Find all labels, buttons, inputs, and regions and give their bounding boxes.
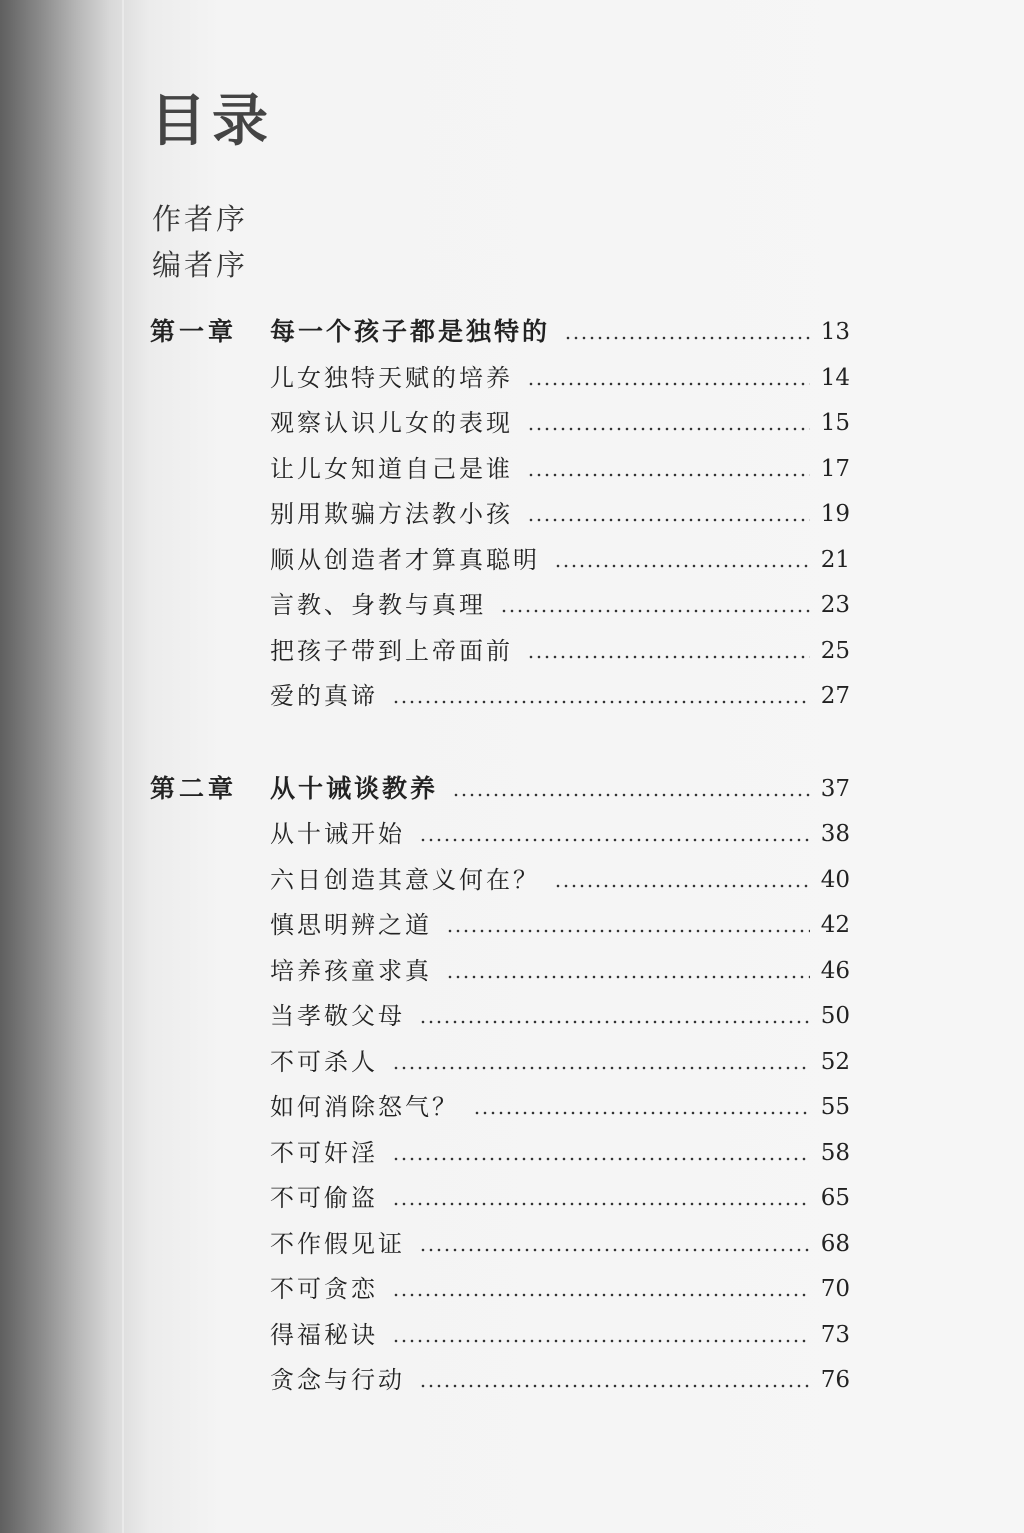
section-title: 不可杀人: [270, 1048, 378, 1076]
leader-dots: [527, 655, 810, 659]
toc-chapter-row[interactable]: [0, 315, 1024, 349]
toc-section-row[interactable]: [0, 406, 1024, 440]
leader-dots: [554, 884, 810, 888]
section-title: 爱的真谛: [270, 682, 378, 710]
leader-dots: [392, 1202, 810, 1206]
leader-dots: [473, 1111, 810, 1115]
toc-section-row[interactable]: [0, 1090, 1024, 1124]
leader-dots: [500, 609, 810, 613]
page-number: 40: [820, 867, 850, 893]
toc-section-row[interactable]: [0, 1363, 1024, 1397]
section-title: 当孝敬父母: [270, 1002, 405, 1030]
preface-editor[interactable]: 编者序: [152, 248, 249, 282]
page-number: 55: [820, 1094, 850, 1120]
section-title: 儿女独特天赋的培养: [270, 364, 513, 392]
section-title: 不可贪恋: [270, 1275, 378, 1303]
leader-dots: [554, 564, 810, 568]
leader-dots: [564, 336, 810, 340]
page-number: 25: [820, 638, 850, 664]
toc-section-row[interactable]: [0, 817, 1024, 851]
leader-dots: [452, 793, 810, 797]
toc-section-row[interactable]: [0, 634, 1024, 668]
toc-section-row[interactable]: [0, 452, 1024, 486]
section-title: 培养孩童求真: [270, 957, 432, 985]
toc-section-row[interactable]: [0, 1272, 1024, 1306]
section-title: 从十诫开始: [270, 820, 405, 848]
chapter-label: 第二章: [150, 774, 238, 803]
page-number: 73: [820, 1322, 850, 1348]
page-number: 15: [820, 410, 850, 436]
preface-author[interactable]: 作者序: [152, 202, 249, 236]
section-title: 不作假见证: [270, 1230, 405, 1258]
page-number: 58: [820, 1140, 850, 1166]
section-title: 得福秘诀: [270, 1321, 378, 1349]
chapter-label: 第一章: [150, 317, 238, 346]
page-number: 76: [820, 1367, 850, 1393]
section-title: 把孩子带到上帝面前: [270, 637, 513, 665]
page-number: 27: [820, 683, 850, 709]
section-title: 言教、身教与真理: [270, 591, 486, 619]
page-number: 17: [820, 456, 850, 482]
leader-dots: [446, 929, 810, 933]
toc-section-row[interactable]: [0, 1318, 1024, 1352]
page-number: 50: [820, 1003, 850, 1029]
section-title: 观察认识儿女的表现: [270, 409, 513, 437]
leader-dots: [527, 382, 810, 386]
leader-dots: [527, 518, 810, 522]
section-title: 不可偷盗: [270, 1184, 378, 1212]
leader-dots: [419, 838, 810, 842]
toc-section-row[interactable]: [0, 1227, 1024, 1261]
page-number: 37: [820, 776, 850, 802]
section-title: 别用欺骗方法教小孩: [270, 500, 513, 528]
leader-dots: [527, 427, 810, 431]
toc-chapter-row[interactable]: [0, 772, 1024, 806]
section-title: 顺从创造者才算真聪明: [270, 546, 540, 574]
toc-section-row[interactable]: [0, 908, 1024, 942]
page-number: 23: [820, 592, 850, 618]
leader-dots: [392, 1293, 810, 1297]
page-number: 42: [820, 912, 850, 938]
leader-dots: [419, 1384, 810, 1388]
section-title: 如何消除怒气？: [270, 1093, 459, 1121]
page-title: 目录: [150, 89, 274, 154]
page-number: 70: [820, 1276, 850, 1302]
chapter-title: 从十诫谈教养: [270, 774, 439, 803]
page-number: 46: [820, 958, 850, 984]
page-number: 68: [820, 1231, 850, 1257]
leader-dots: [446, 975, 810, 979]
toc-section-row[interactable]: [0, 497, 1024, 531]
page-number: 19: [820, 501, 850, 527]
toc-section-row[interactable]: [0, 1136, 1024, 1170]
section-title: 六日创造其意义何在？: [270, 866, 540, 894]
section-title: 不可奸淫: [270, 1139, 378, 1167]
toc-section-row[interactable]: [0, 1045, 1024, 1079]
toc-section-row[interactable]: [0, 863, 1024, 897]
page-number: 21: [820, 547, 850, 573]
leader-dots: [392, 1066, 810, 1070]
page-number: 13: [820, 319, 850, 345]
section-title: 让儿女知道自己是谁: [270, 455, 513, 483]
chapter-title: 每一个孩子都是独特的: [270, 317, 551, 346]
section-title: 慎思明辨之道: [270, 911, 432, 939]
leader-dots: [392, 1157, 810, 1161]
page-number: 38: [820, 821, 850, 847]
leader-dots: [392, 700, 810, 704]
toc-section-row[interactable]: [0, 999, 1024, 1033]
leader-dots: [419, 1248, 810, 1252]
leader-dots: [527, 473, 810, 477]
page-number: 52: [820, 1049, 850, 1075]
leader-dots: [392, 1339, 810, 1343]
page-number: 65: [820, 1185, 850, 1211]
toc-section-row[interactable]: [0, 361, 1024, 395]
page-number: 14: [820, 365, 850, 391]
toc-section-row[interactable]: [0, 679, 1024, 713]
toc-section-row[interactable]: [0, 954, 1024, 988]
toc-section-row[interactable]: [0, 1181, 1024, 1215]
section-title: 贪念与行动: [270, 1366, 405, 1394]
toc-section-row[interactable]: [0, 588, 1024, 622]
leader-dots: [419, 1020, 810, 1024]
toc-section-row[interactable]: [0, 543, 1024, 577]
